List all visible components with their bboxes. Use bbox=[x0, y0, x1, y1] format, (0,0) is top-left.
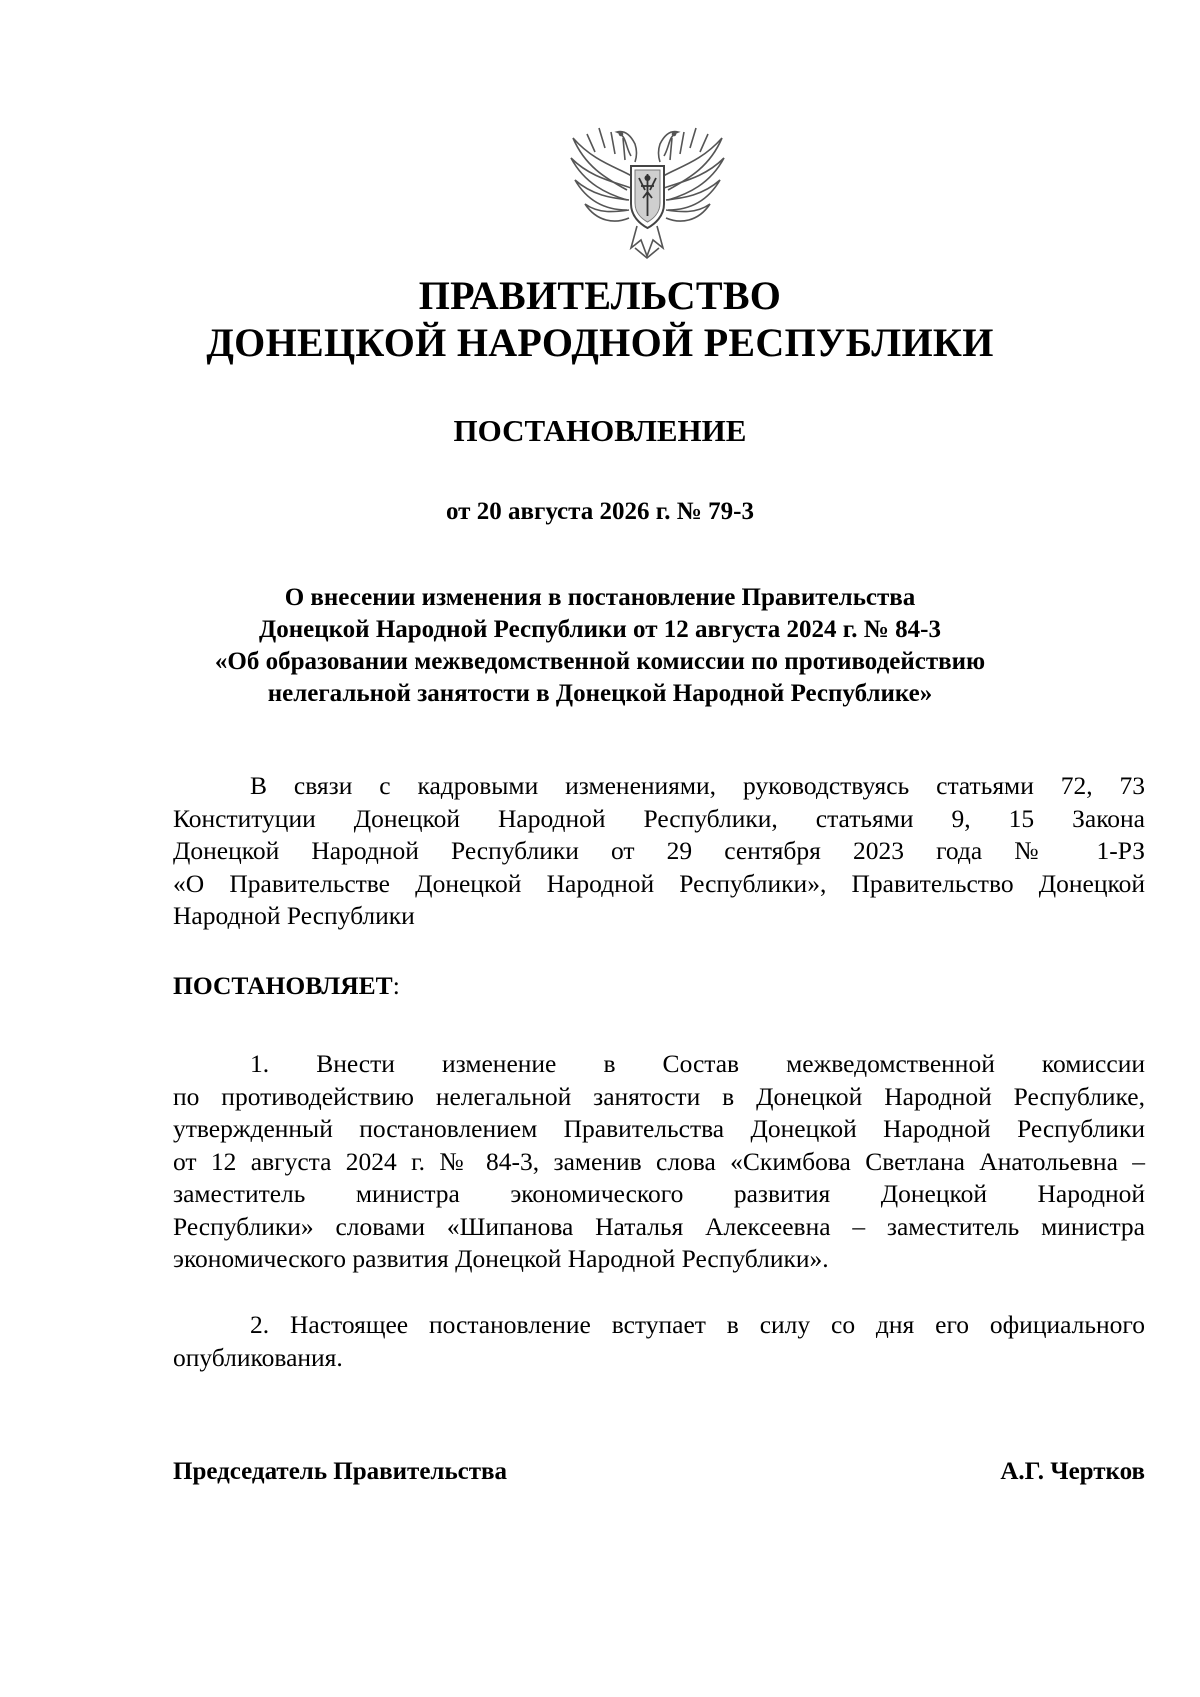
document-date-number: от 20 августа 2026 г. № 79-3 bbox=[446, 498, 754, 525]
item-1-line: Республики» словами «Шипанова Наталья Алексеевна – заместитель министра bbox=[173, 1211, 1145, 1241]
item-1-line: заместитель министра экономического развития Донецкой Народной bbox=[173, 1179, 1145, 1208]
item-2-line: опубликования. bbox=[173, 1342, 343, 1372]
government-title-line-2: ДОНЕЦКОЙ НАРОДНОЙ РЕСПУБЛИКИ bbox=[206, 320, 994, 365]
item-1-line: по противодействию нелегальной занятости в Донецкой Народной Республике, bbox=[173, 1081, 1145, 1111]
decree-word bbox=[173, 970, 400, 1002]
subject-line: «Об образовании межведомственной комиссии по противодействию bbox=[214, 648, 986, 675]
government-title-line-1: ПРАВИТЕЛЬСТВО bbox=[418, 273, 782, 318]
double-headed-eagle-emblem-icon bbox=[565, 108, 730, 263]
item-2-line: 2. Настоящее постановление вступает в силу со дня его официального bbox=[250, 1310, 1145, 1339]
item-2-paragraph bbox=[173, 1309, 1145, 1374]
preamble-line: В связи с кадровыми изменениями, руководствуясь статьями 72, 73 bbox=[250, 771, 1145, 800]
subject-line: нелегальной занятости в Донецкой Народной Республике» bbox=[267, 680, 933, 707]
item-1-paragraph bbox=[173, 1048, 1145, 1276]
decree-colon: : bbox=[392, 971, 400, 1000]
preamble-line: «О Правительстве Донецкой Народной Республики», Правительство Донецкой bbox=[173, 868, 1145, 898]
preamble-line: Донецкой Народной Республики от 29 сентября 2023 года № 1-РЗ bbox=[173, 836, 1145, 865]
signatory-position: Председатель Правительства bbox=[173, 1458, 508, 1485]
preamble-line: Конституции Донецкой Народной Республики, статьями 9, 15 Закона bbox=[173, 803, 1145, 833]
item-1-line: экономического развития Донецкой Народной Республики». bbox=[173, 1244, 829, 1273]
subject-line: О внесении изменения в постановление Правительства bbox=[284, 584, 916, 611]
document-subject bbox=[0, 582, 1200, 710]
item-1-line: утвержденный постановлением Правительства Донецкой Народной Республики bbox=[173, 1114, 1145, 1143]
decree-word-text: ПОСТАНОВЛЯЕТ bbox=[173, 971, 393, 1000]
signatory-name: А.Г. Чертков bbox=[1000, 1458, 1145, 1485]
preamble-line: Народной Республики bbox=[173, 901, 415, 930]
item-1-line: от 12 августа 2024 г. № 84-3, заменив слова «Скимбова Светлана Анатольевна – bbox=[173, 1146, 1145, 1176]
document-type-heading: ПОСТАНОВЛЕНИЕ bbox=[453, 413, 747, 448]
item-1-line: 1. Внести изменение в Состав межведомственной комиссии bbox=[250, 1049, 1145, 1078]
preamble-paragraph bbox=[173, 770, 1145, 933]
subject-line: Донецкой Народной Республики от 12 августа 2024 г. № 84-3 bbox=[259, 616, 941, 643]
signature-block bbox=[173, 1456, 1145, 1488]
